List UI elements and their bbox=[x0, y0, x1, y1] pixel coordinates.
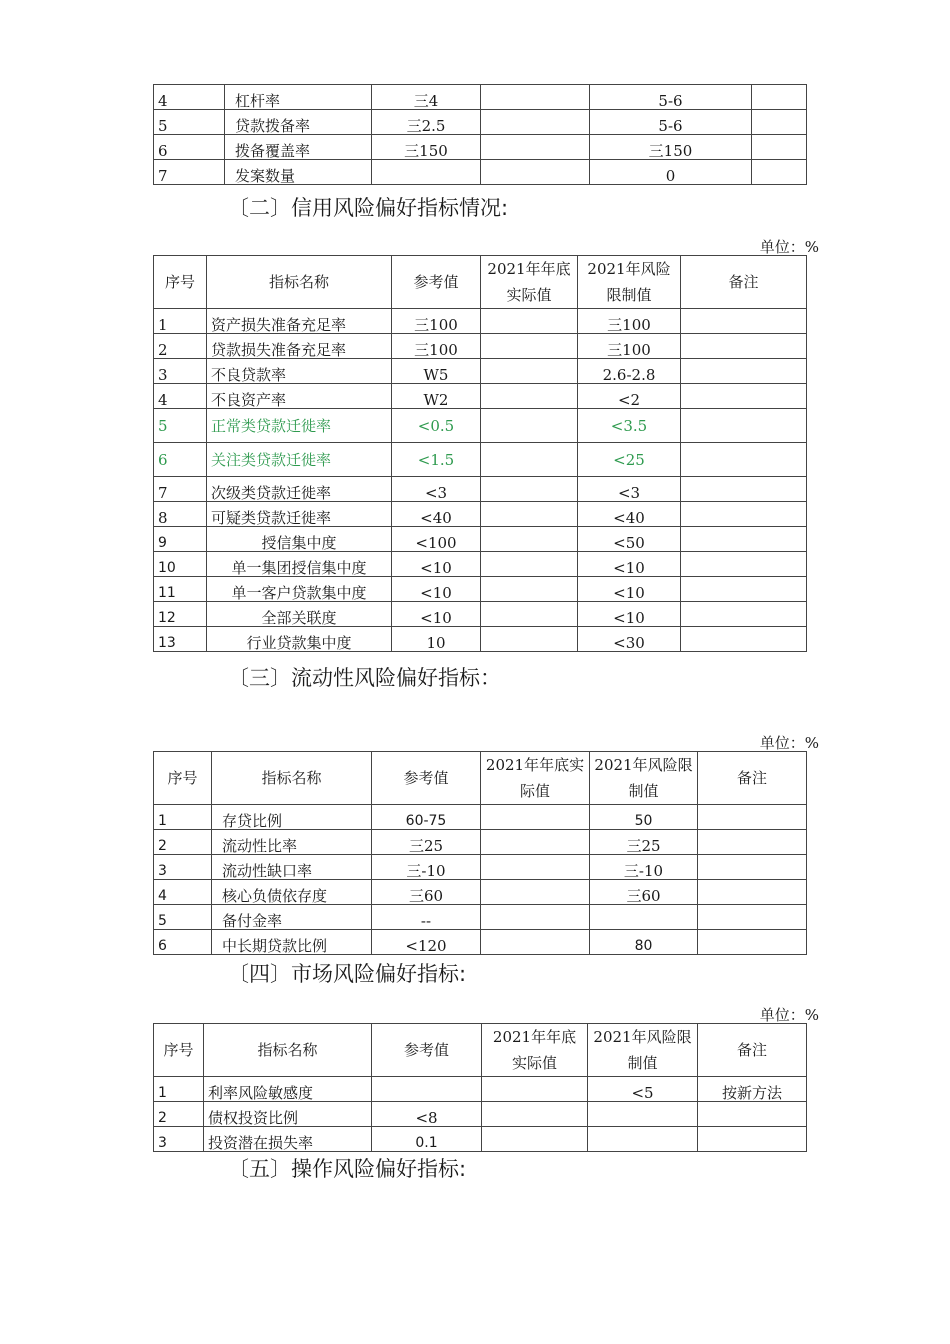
table-row bbox=[154, 110, 807, 135]
cell-name: 次级类贷款迁徙率 bbox=[207, 477, 392, 502]
cell-limit: <50 bbox=[578, 527, 681, 552]
cell-index: 1 bbox=[154, 309, 207, 334]
table-row bbox=[154, 135, 807, 160]
cell-ref: 三100 bbox=[392, 309, 481, 334]
cell-note bbox=[752, 135, 807, 160]
cell-ref: 三100 bbox=[392, 334, 481, 359]
table-row bbox=[154, 160, 807, 185]
cell-limit: 5-6 bbox=[590, 110, 752, 135]
cell-limit: 三-10 bbox=[590, 855, 698, 880]
table-liquidity-risk bbox=[153, 751, 807, 955]
cell-name: 资产损失准备充足率 bbox=[207, 309, 392, 334]
cell-index: 10 bbox=[154, 552, 207, 577]
cell-limit: 三25 bbox=[590, 830, 698, 855]
cell-actual bbox=[481, 309, 578, 334]
cell-ref bbox=[372, 1077, 482, 1102]
cell-actual bbox=[482, 1102, 588, 1127]
cell-ref bbox=[372, 160, 481, 185]
cell-index: 4 bbox=[154, 880, 212, 905]
cell-actual bbox=[481, 160, 590, 185]
cell-name: 可疑类贷款迁徙率 bbox=[207, 502, 392, 527]
header-ref: 参考值 bbox=[392, 256, 481, 309]
cell-note bbox=[681, 627, 807, 652]
cell-actual bbox=[481, 627, 578, 652]
cell-note bbox=[681, 602, 807, 627]
header-limit: 2021年风险限制值 bbox=[588, 1024, 698, 1077]
cell-ref: 10 bbox=[392, 627, 481, 652]
header-limit: 2021年风险限制值 bbox=[590, 752, 698, 805]
table-market-risk bbox=[153, 1023, 807, 1152]
cell-note bbox=[681, 527, 807, 552]
header-actual: 2021年年底实际值 bbox=[482, 1024, 588, 1077]
table-row bbox=[154, 552, 807, 577]
cell-limit: <2 bbox=[578, 384, 681, 409]
header-name: 指标名称 bbox=[212, 752, 372, 805]
cell-actual bbox=[481, 135, 590, 160]
cell-actual bbox=[481, 602, 578, 627]
cell-name: 拨备覆盖率 bbox=[225, 135, 372, 160]
cell-name: 不良贷款率 bbox=[207, 359, 392, 384]
cell-ref: <10 bbox=[392, 552, 481, 577]
header-name: 指标名称 bbox=[204, 1024, 372, 1077]
cell-limit: 三100 bbox=[578, 309, 681, 334]
cell-limit: 0 bbox=[590, 160, 752, 185]
cell-ref: 0.1 bbox=[372, 1127, 482, 1152]
cell-index: 5 bbox=[154, 110, 225, 135]
cell-limit bbox=[588, 1127, 698, 1152]
cell-limit: <3.5 bbox=[578, 409, 681, 443]
table-row bbox=[154, 602, 807, 627]
cell-ref: <0.5 bbox=[392, 409, 481, 443]
cell-note bbox=[681, 577, 807, 602]
cell-name: 中长期贷款比例 bbox=[212, 930, 372, 955]
cell-actual bbox=[481, 527, 578, 552]
cell-limit: <10 bbox=[578, 602, 681, 627]
cell-ref: <10 bbox=[392, 602, 481, 627]
cell-actual bbox=[481, 384, 578, 409]
cell-name: 不良资产率 bbox=[207, 384, 392, 409]
cell-limit: 三150 bbox=[590, 135, 752, 160]
cell-actual bbox=[481, 552, 578, 577]
cell-limit: <10 bbox=[578, 552, 681, 577]
cell-ref: <3 bbox=[392, 477, 481, 502]
header-note: 备注 bbox=[681, 256, 807, 309]
cell-limit: 5-6 bbox=[590, 85, 752, 110]
table-row-highlighted bbox=[154, 409, 807, 443]
cell-actual bbox=[481, 85, 590, 110]
table-row bbox=[154, 384, 807, 409]
cell-note bbox=[681, 552, 807, 577]
cell-note bbox=[681, 309, 807, 334]
header-index: 序号 bbox=[154, 256, 207, 309]
cell-index: 2 bbox=[154, 1102, 204, 1127]
cell-ref: W5 bbox=[392, 359, 481, 384]
cell-limit: <10 bbox=[578, 577, 681, 602]
cell-index: 6 bbox=[154, 930, 212, 955]
cell-actual bbox=[481, 805, 590, 830]
cell-name: 关注类贷款迁徙率 bbox=[207, 443, 392, 477]
cell-name: 贷款拨备率 bbox=[225, 110, 372, 135]
header-note: 备注 bbox=[698, 1024, 807, 1077]
cell-index: 1 bbox=[154, 805, 212, 830]
cell-index: 6 bbox=[154, 443, 207, 477]
cell-note bbox=[752, 160, 807, 185]
cell-note: 按新方法 bbox=[698, 1077, 807, 1102]
cell-name: 流动性比率 bbox=[212, 830, 372, 855]
header-actual: 2021年年底实际值 bbox=[481, 256, 578, 309]
cell-actual bbox=[481, 110, 590, 135]
table-credit-risk bbox=[153, 255, 807, 652]
cell-ref: 三25 bbox=[372, 830, 481, 855]
cell-actual bbox=[481, 905, 590, 930]
cell-actual bbox=[481, 930, 590, 955]
cell-ref: 三150 bbox=[372, 135, 481, 160]
table-row bbox=[154, 359, 807, 384]
cell-name: 授信集中度 bbox=[207, 527, 392, 552]
cell-note bbox=[681, 443, 807, 477]
cell-actual bbox=[481, 409, 578, 443]
cell-ref: <8 bbox=[372, 1102, 482, 1127]
cell-ref: <120 bbox=[372, 930, 481, 955]
cell-note bbox=[681, 409, 807, 443]
cell-index: 2 bbox=[154, 830, 212, 855]
table-row bbox=[154, 334, 807, 359]
cell-index: 9 bbox=[154, 527, 207, 552]
cell-note bbox=[698, 855, 807, 880]
cell-note bbox=[681, 384, 807, 409]
cell-index: 13 bbox=[154, 627, 207, 652]
table-row bbox=[154, 830, 807, 855]
cell-note bbox=[681, 359, 807, 384]
cell-index: 3 bbox=[154, 1127, 204, 1152]
table-row bbox=[154, 627, 807, 652]
cell-index: 2 bbox=[154, 334, 207, 359]
cell-index: 6 bbox=[154, 135, 225, 160]
cell-limit: <30 bbox=[578, 627, 681, 652]
cell-note bbox=[698, 830, 807, 855]
cell-limit: <5 bbox=[588, 1077, 698, 1102]
cell-actual bbox=[481, 359, 578, 384]
table-row bbox=[154, 85, 807, 110]
cell-limit: <40 bbox=[578, 502, 681, 527]
cell-limit bbox=[590, 905, 698, 930]
cell-ref: <10 bbox=[392, 577, 481, 602]
cell-name: 利率风险敏感度 bbox=[204, 1077, 372, 1102]
table-row bbox=[154, 477, 807, 502]
table-row bbox=[154, 930, 807, 955]
cell-name: 流动性缺口率 bbox=[212, 855, 372, 880]
table-row bbox=[154, 855, 807, 880]
cell-name: 债权投资比例 bbox=[204, 1102, 372, 1127]
header-ref: 参考值 bbox=[372, 752, 481, 805]
cell-actual bbox=[481, 855, 590, 880]
cell-actual bbox=[481, 502, 578, 527]
cell-limit: 80 bbox=[590, 930, 698, 955]
cell-limit: <25 bbox=[578, 443, 681, 477]
cell-name: 正常类贷款迁徙率 bbox=[207, 409, 392, 443]
cell-index: 8 bbox=[154, 502, 207, 527]
header-index: 序号 bbox=[154, 1024, 204, 1077]
table-row bbox=[154, 905, 807, 930]
cell-name: 全部关联度 bbox=[207, 602, 392, 627]
unit-label: 单位：% bbox=[759, 734, 819, 752]
cell-limit: 50 bbox=[590, 805, 698, 830]
cell-name: 存贷比例 bbox=[212, 805, 372, 830]
cell-index: 11 bbox=[154, 577, 207, 602]
cell-index: 12 bbox=[154, 602, 207, 627]
cell-note bbox=[698, 930, 807, 955]
header-actual: 2021年年底实际值 bbox=[481, 752, 590, 805]
cell-index: 4 bbox=[154, 384, 207, 409]
table-row bbox=[154, 805, 807, 830]
cell-note bbox=[681, 502, 807, 527]
cell-actual bbox=[481, 577, 578, 602]
table-row bbox=[154, 1102, 807, 1127]
cell-ref: <40 bbox=[392, 502, 481, 527]
cell-limit: 三100 bbox=[578, 334, 681, 359]
cell-note bbox=[698, 905, 807, 930]
cell-name: 投资潜在损失率 bbox=[204, 1127, 372, 1152]
cell-limit: <3 bbox=[578, 477, 681, 502]
cell-note bbox=[681, 334, 807, 359]
cell-limit: 三60 bbox=[590, 880, 698, 905]
cell-name: 核心负债依存度 bbox=[212, 880, 372, 905]
cell-note bbox=[698, 1127, 807, 1152]
cell-actual bbox=[481, 443, 578, 477]
cell-name: 备付金率 bbox=[212, 905, 372, 930]
table-row bbox=[154, 577, 807, 602]
cell-note bbox=[698, 880, 807, 905]
cell-index: 5 bbox=[154, 409, 207, 443]
cell-note bbox=[752, 85, 807, 110]
cell-note bbox=[681, 477, 807, 502]
cell-ref: 三60 bbox=[372, 880, 481, 905]
cell-name: 行业贷款集中度 bbox=[207, 627, 392, 652]
cell-ref: 三4 bbox=[372, 85, 481, 110]
header-note: 备注 bbox=[698, 752, 807, 805]
cell-name: 单一客户贷款集中度 bbox=[207, 577, 392, 602]
cell-actual bbox=[481, 830, 590, 855]
cell-name: 杠杆率 bbox=[225, 85, 372, 110]
cell-index: 3 bbox=[154, 855, 212, 880]
cell-ref: W2 bbox=[392, 384, 481, 409]
cell-note bbox=[698, 805, 807, 830]
unit-label: 单位：% bbox=[759, 238, 819, 256]
cell-index: 7 bbox=[154, 160, 225, 185]
table-row bbox=[154, 309, 807, 334]
cell-note bbox=[752, 110, 807, 135]
table-header-row bbox=[154, 1024, 807, 1077]
cell-name: 发案数量 bbox=[225, 160, 372, 185]
cell-ref: 三2.5 bbox=[372, 110, 481, 135]
cell-note bbox=[698, 1102, 807, 1127]
header-name: 指标名称 bbox=[207, 256, 392, 309]
cell-actual bbox=[481, 334, 578, 359]
cell-index: 3 bbox=[154, 359, 207, 384]
header-index: 序号 bbox=[154, 752, 212, 805]
cell-actual bbox=[481, 880, 590, 905]
cell-name: 单一集团授信集中度 bbox=[207, 552, 392, 577]
cell-index: 4 bbox=[154, 85, 225, 110]
table-header-row bbox=[154, 256, 807, 309]
section-title-credit-risk: 〔二〕信用风险偏好指标情况: bbox=[228, 196, 509, 220]
table-row bbox=[154, 527, 807, 552]
table-row bbox=[154, 1127, 807, 1152]
cell-actual bbox=[481, 477, 578, 502]
section-title-market-risk: 〔四〕市场风险偏好指标: bbox=[228, 962, 467, 986]
table-row bbox=[154, 880, 807, 905]
header-ref: 参考值 bbox=[372, 1024, 482, 1077]
table-row bbox=[154, 502, 807, 527]
table-header-row bbox=[154, 752, 807, 805]
cell-index: 7 bbox=[154, 477, 207, 502]
table-row-highlighted bbox=[154, 443, 807, 477]
cell-name: 贷款损失准备充足率 bbox=[207, 334, 392, 359]
section-title-operational-risk: 〔五〕操作风险偏好指标: bbox=[228, 1157, 467, 1181]
section-title-liquidity-risk: 〔三〕流动性风险偏好指标： bbox=[228, 666, 501, 690]
unit-label: 单位：% bbox=[759, 1006, 819, 1024]
header-limit: 2021年风险限制值 bbox=[578, 256, 681, 309]
cell-ref: 三-10 bbox=[372, 855, 481, 880]
cell-limit bbox=[588, 1102, 698, 1127]
cell-ref: -- bbox=[372, 905, 481, 930]
table-continued bbox=[153, 84, 807, 185]
cell-ref: <100 bbox=[392, 527, 481, 552]
cell-limit: 2.6-2.8 bbox=[578, 359, 681, 384]
table-row bbox=[154, 1077, 807, 1102]
cell-actual bbox=[482, 1127, 588, 1152]
cell-actual bbox=[482, 1077, 588, 1102]
cell-ref: <1.5 bbox=[392, 443, 481, 477]
cell-index: 1 bbox=[154, 1077, 204, 1102]
cell-index: 5 bbox=[154, 905, 212, 930]
cell-ref: 60-75 bbox=[372, 805, 481, 830]
